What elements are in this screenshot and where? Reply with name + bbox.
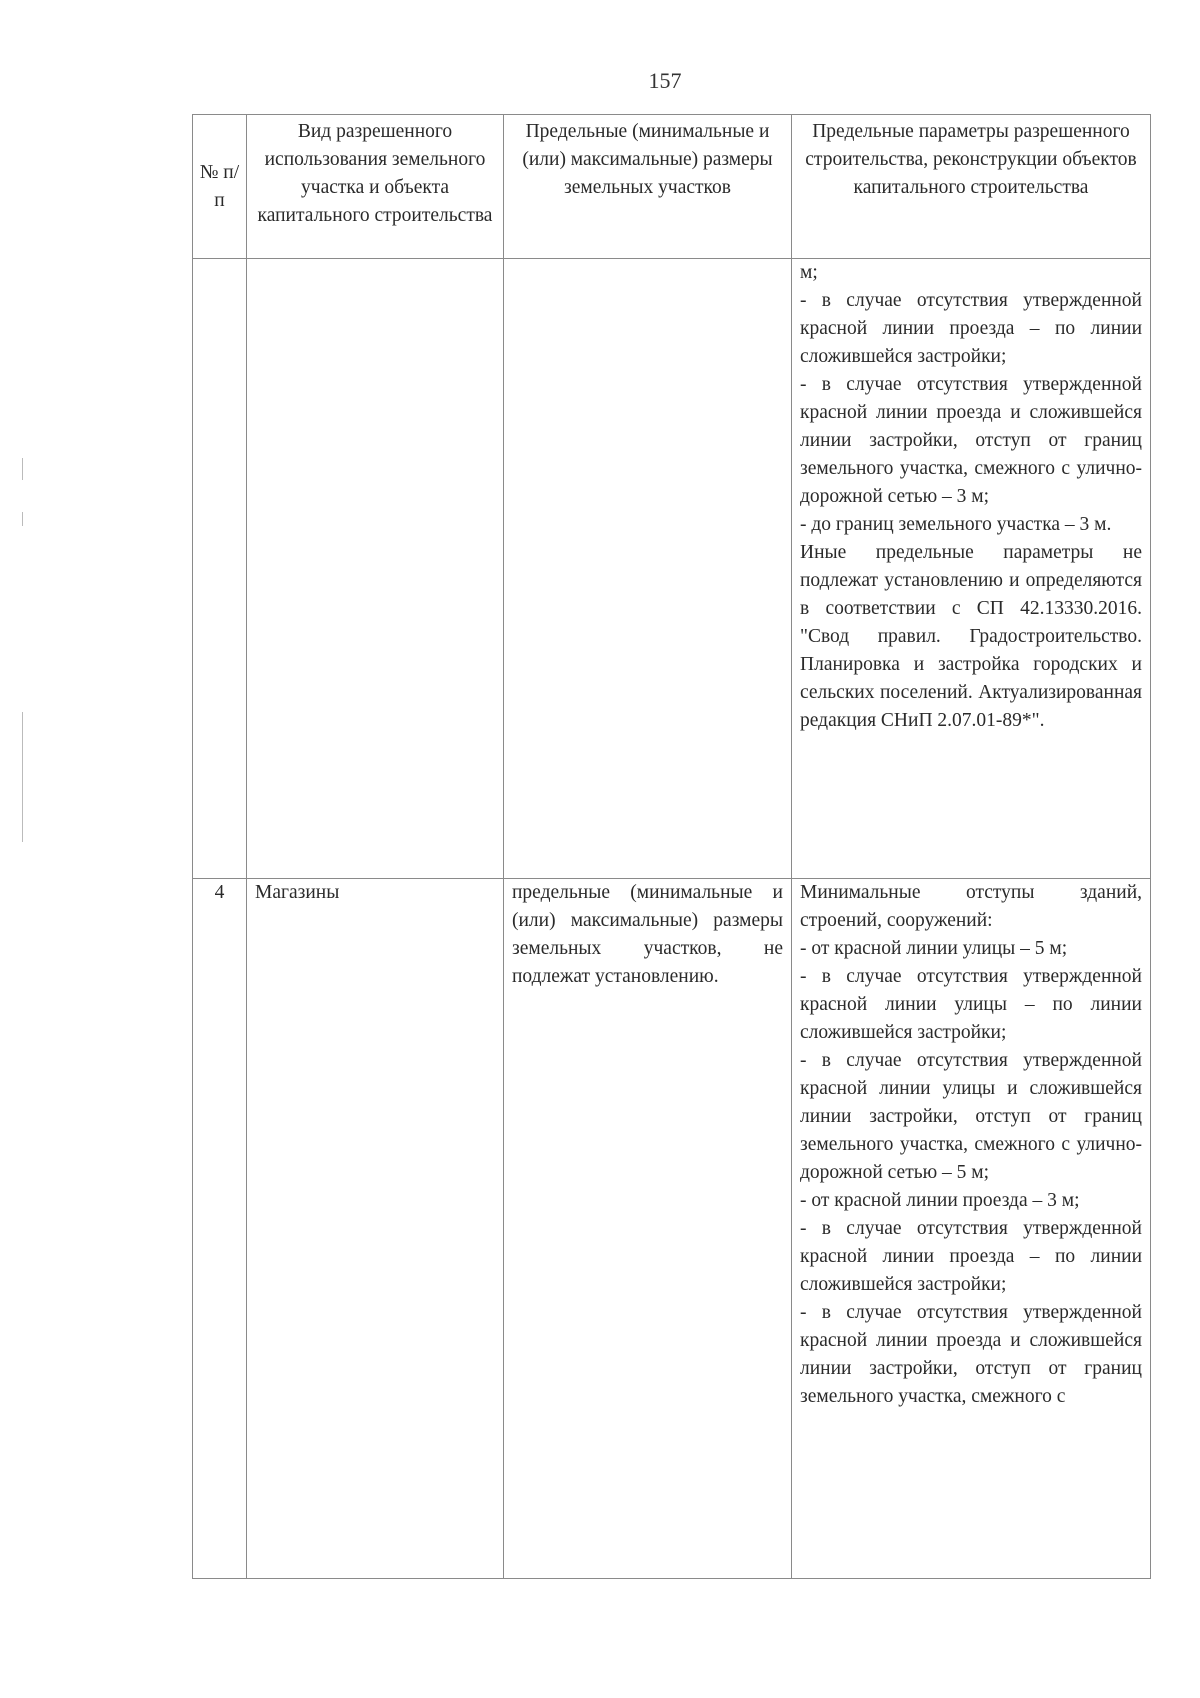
- row-number-cell: 4: [193, 879, 247, 1579]
- param-line: - до границ земельного участка – 3 м.: [800, 514, 1112, 535]
- column-header-plot-sizes: Предельные (минимальные и (или) максимальные) размеры земельных участков: [504, 115, 792, 259]
- use-type-cell: Магазины: [247, 879, 504, 1579]
- construction-params-cell: [792, 259, 1151, 879]
- param-line: - в случае отсутствия утвержденной красной линии улицы и сложившейся линии застройки, отступ от границ земельного участка, смежного с улично-дорожной сетью – 5 м;: [800, 1050, 1142, 1183]
- param-line: - в случае отсутствия утвержденной красной линии проезда и сложившейся линии застройки, отступ от границ земельного участка, смежного с улично-дорожной сетью – 3 м;: [800, 374, 1142, 507]
- plot-sizes-cell: [504, 259, 792, 879]
- param-line: м;: [800, 262, 818, 283]
- scan-margin-mark: [22, 712, 23, 842]
- param-line: - в случае отсутствия утвержденной красной линии улицы – по линии сложившейся застройки;: [800, 966, 1142, 1043]
- column-header-construction-params: Предельные параметры разрешенного строительства, реконструкции объектов капитального строительства: [792, 115, 1151, 259]
- scan-margin-mark: [22, 512, 23, 526]
- table-header-row: [193, 115, 1151, 259]
- param-line: Иные предельные параметры не подлежат установлению и определяются в соответствии с СП 42.13330.2016. "Свод правил. Градостроительство. Планировка и застройка городских и сельских поселений. Актуализированная редакция СНиП 2.07.01-89*".: [800, 542, 1142, 731]
- param-line: - от красной линии улицы – 5 м;: [800, 938, 1068, 959]
- param-line: - в случае отсутствия утвержденной красной линии проезда и сложившейся линии застройки, отступ от границ земельного участка, смежного с: [800, 1302, 1142, 1407]
- land-use-regulations-table: [192, 114, 1151, 1579]
- param-line: - от красной линии проезда – 3 м;: [800, 1190, 1080, 1211]
- table-row: [193, 879, 1151, 1579]
- table-row: [193, 259, 1151, 879]
- param-line: - в случае отсутствия утвержденной красной линии проезда – по линии сложившейся застройки;: [800, 290, 1142, 367]
- param-line: - в случае отсутствия утвержденной красной линии проезда – по линии сложившейся застройки;: [800, 1218, 1142, 1295]
- scan-margin-mark: [22, 458, 23, 480]
- column-header-use-type: Вид разрешенного использования земельного участка и объекта капитального строительства: [247, 115, 504, 259]
- param-line: Минимальные отступы зданий, строений, сооружений:: [800, 882, 1142, 931]
- plot-sizes-cell: предельные (минимальные и (или) максимальные) размеры земельных участков, не подлежат установлению.: [504, 879, 792, 1579]
- column-header-number: № п/п: [193, 115, 247, 259]
- row-number-cell: [193, 259, 247, 879]
- construction-params-cell: [792, 879, 1151, 1579]
- page-number: 157: [648, 68, 682, 93]
- use-type-cell: [247, 259, 504, 879]
